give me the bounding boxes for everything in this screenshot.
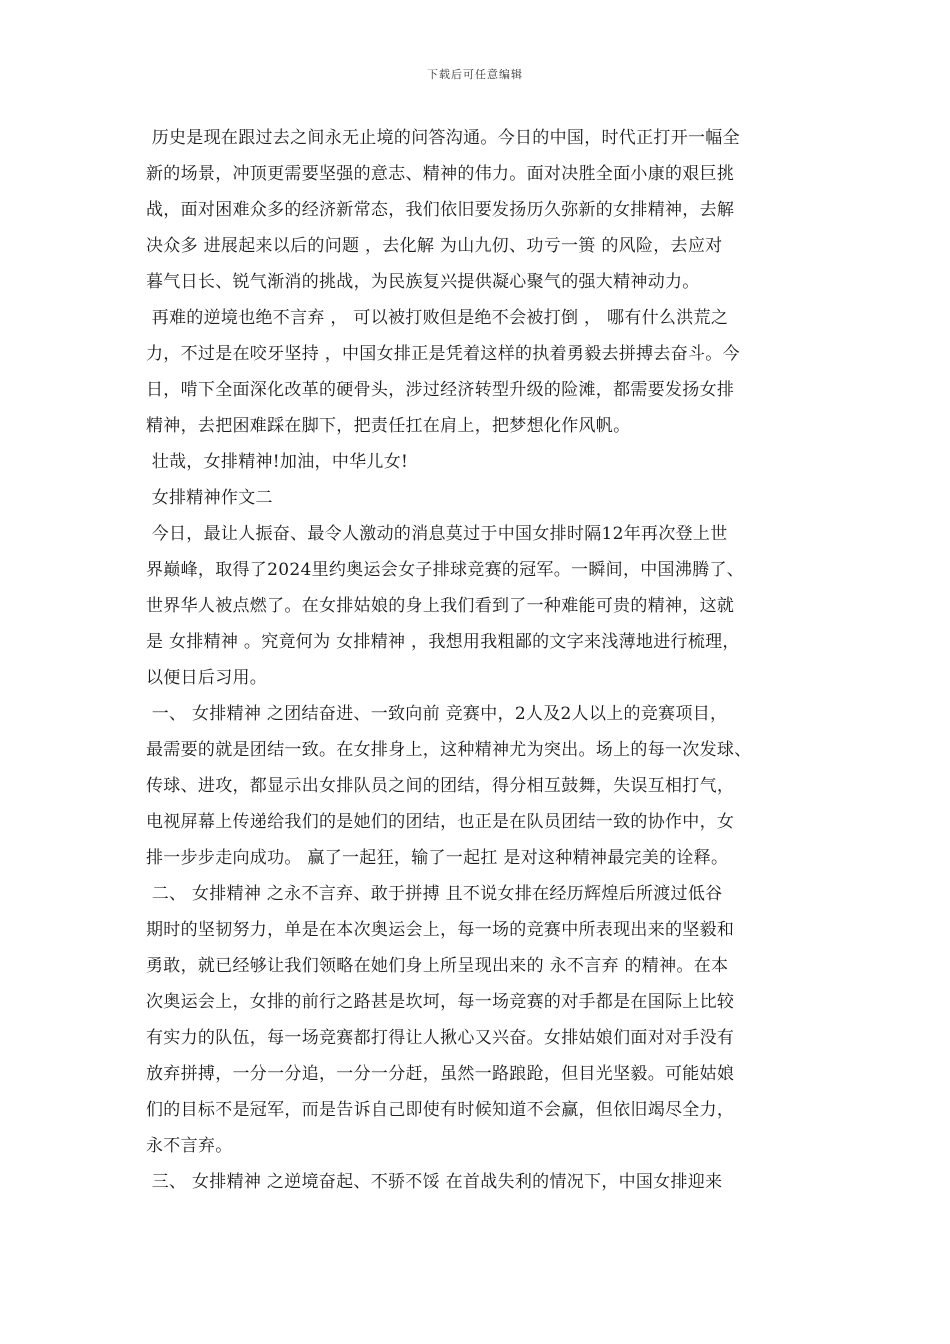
text-line: 新的场景，冲顶更需要坚强的意志、精神的伟力。面对决胜全面小康的艰巨挑: [146, 164, 735, 184]
text-line: 今日，最让人振奋、最令人激动的消息莫过于中国女排时隔12年再次登上世: [146, 524, 728, 544]
text-line: 力，不过是在咬牙坚持 ，中国女排正是凭着这样的执着勇毅去拼搏去奋斗。今: [146, 344, 740, 364]
text-line: 勇敢，就已经够让我们领略在她们身上所呈现出来的 永不言弃 的精神。在本: [146, 956, 729, 976]
text-line: 放弃拼搏，一分一分追，一分一分赶，虽然一路踉跄，但目光坚毅。可能姑娘: [146, 1064, 735, 1084]
text-line: 再难的逆境也绝不言弃 ， 可以被打败但是绝不会被打倒 ， 哪有什么洪荒之: [146, 308, 729, 328]
text-line: 有实力的队伍，每一场竞赛都打得让人揪心又兴奋。女排姑娘们面对对手没有: [146, 1028, 735, 1048]
text-line: 次奥运会上，女排的前行之路甚是坎坷，每一场竞赛的对手都是在国际上比较: [146, 992, 735, 1012]
text-line: 暮气日长、锐气渐消的挑战，为民族复兴提供凝心聚气的强大精神动力。: [146, 272, 700, 292]
text-line: 日，啃下全面深化改革的硬骨头，涉过经济转型升级的险滩，都需要发扬女排: [146, 380, 735, 400]
text-line: 期时的坚韧努力，单是在本次奥运会上，每一场的竞赛中所表现出来的坚毅和: [146, 920, 735, 940]
text-line: 排一步步走向成功。 赢了一起狂，输了一起扛 是对这种精神最完美的诠释。: [146, 848, 729, 868]
document-body: [146, 120, 822, 1200]
text-line: 最需要的就是团结一致。在女排身上，这种精神尤为突出。场上的每一次发球、: [146, 740, 752, 760]
text-line: 界巅峰，取得了2024里约奥运会女子排球竞赛的冠军。一瞬间，中国沸腾了、: [146, 560, 745, 580]
text-line: 壮哉，女排精神!加油，中华儿女!: [146, 452, 409, 472]
text-line: 电视屏幕上传递给我们的是她们的团结，也正是在队员团结一致的协作中，女: [146, 812, 735, 832]
text-line: 三、 女排精神 之逆境奋起、不骄不馁 在首战失利的情况下，中国女排迎来: [146, 1172, 723, 1192]
text-line: 们的目标不是冠军，而是告诉自己即使有时候知道不会赢，但依旧竭尽全力，: [146, 1100, 735, 1120]
text-line: 传球、进攻，都显示出女排队员之间的团结，得分相互鼓舞，失误互相打气，: [146, 776, 735, 796]
text-line: 决众多 进展起来以后的问题 ，去化解 为山九仞、功亏一篑 的风险，去应对: [146, 236, 723, 256]
text-line: 战，面对困难众多的经济新常态，我们依旧要发扬历久弥新的女排精神，去解: [146, 200, 735, 220]
text-line: 历史是现在跟过去之间永无止境的问答沟通。今日的中国，时代正打开一幅全: [146, 128, 740, 148]
section-heading: 女排精神作文二: [146, 488, 273, 508]
text-line: 以便日后习用。: [146, 668, 268, 688]
page-header: 下载后可任意编辑: [427, 68, 523, 81]
text-line: 二、 女排精神 之永不言弃、敢于拼搏 且不说女排在经历辉煌后所渡过低谷: [146, 884, 723, 904]
text-line: 精神，去把困难踩在脚下，把责任扛在肩上，把梦想化作风帆。: [146, 416, 631, 436]
text-line: 一、 女排精神 之团结奋进、一致向前 竞赛中，2人及2人以上的竞赛项目，: [146, 704, 728, 724]
text-line: 是 女排精神 。究竟何为 女排精神 ，我想用我粗鄙的文字来浅薄地进行梳理，: [146, 632, 740, 652]
text-line: 世界华人被点燃了。在女排姑娘的身上我们看到了一种难能可贵的精神，这就: [146, 596, 735, 616]
text-line: 永不言弃。: [146, 1136, 233, 1156]
